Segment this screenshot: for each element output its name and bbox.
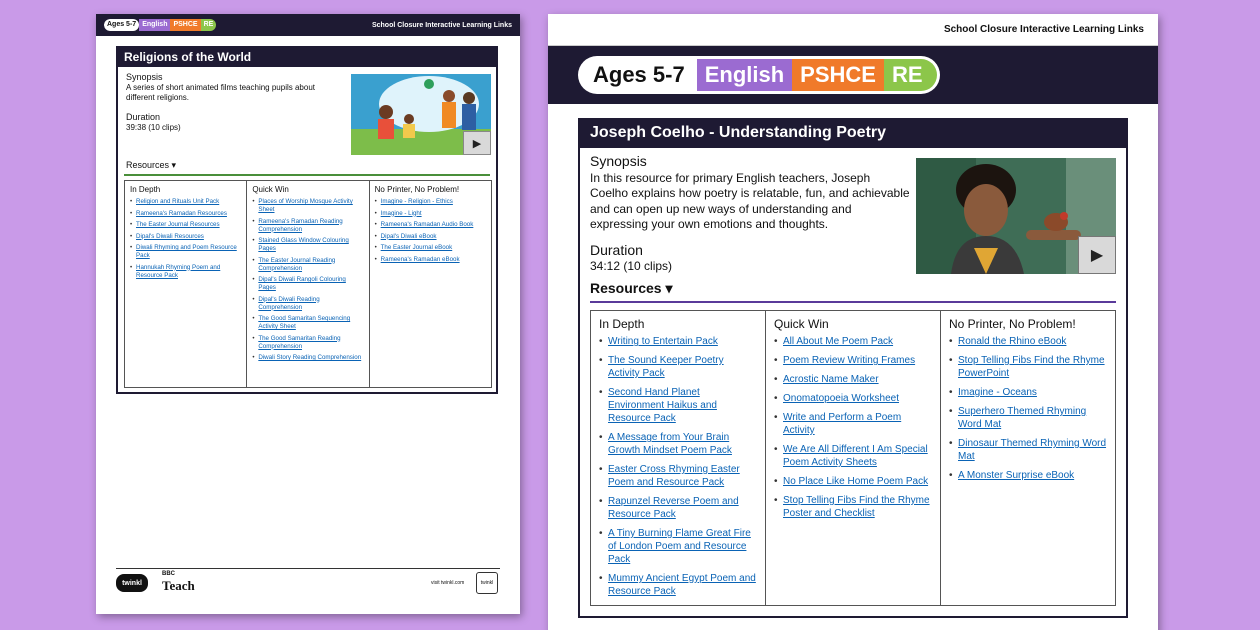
resource-link[interactable]: • Acrostic Name Maker [774, 373, 932, 386]
resource-link[interactable]: • Dipal's Diwali eBook [375, 233, 486, 241]
subject-badges [578, 56, 940, 94]
resource-link[interactable]: • No Place Like Home Poem Pack [774, 475, 932, 488]
teach-logo: Teach [162, 578, 195, 593]
english-badge: English [697, 59, 792, 91]
resource-link[interactable]: • Easter Cross Rhyming Easter Poem and Resource Pack [599, 463, 757, 489]
resource-link[interactable]: • A Tiny Burning Flame Great Fire of London Poem and Resource Pack [599, 527, 757, 566]
page-header [548, 46, 1158, 104]
resource-link[interactable]: • Religion and Rituals Unit Pack [130, 198, 241, 206]
column-quick-win [766, 311, 941, 605]
synopsis-block [590, 154, 910, 275]
twinkl-badge-logo: twinkl [476, 572, 498, 594]
divider [590, 301, 1116, 303]
subject-badges [104, 19, 216, 31]
column-heading: No Printer, No Problem! [374, 185, 460, 194]
column-quick-win [247, 181, 369, 387]
pshce-badge: PSHCE [170, 19, 200, 31]
column-heading: Quick Win [774, 317, 829, 331]
english-badge: English [139, 19, 170, 31]
resource-link[interactable]: • We Are All Different I Am Special Poem Activity Sheets [774, 443, 932, 469]
column-heading: In Depth [599, 317, 645, 331]
resource-link[interactable]: • Dinosaur Themed Rhyming Word Mat [949, 437, 1107, 463]
resource-link[interactable]: • A Monster Surprise eBook [949, 469, 1107, 482]
resource-columns [124, 180, 492, 388]
resource-link[interactable]: • Second Hand Planet Environment Haikus and Resource Pack [599, 386, 757, 425]
resource-link[interactable]: • Dipal's Diwali Resources [130, 233, 241, 241]
resource-link[interactable]: • Poem Review Writing Frames [774, 354, 932, 367]
resource-link[interactable]: • The Good Samaritan Reading Comprehension [252, 335, 363, 351]
column-in-depth [591, 311, 766, 605]
resource-link[interactable]: • Hannukah Rhyming Poem and Resource Pack [130, 264, 241, 280]
top-bar [548, 14, 1158, 46]
resource-link[interactable]: • The Sound Keeper Poetry Activity Pack [599, 354, 757, 380]
re-badge: RE [884, 59, 937, 91]
resource-card [578, 118, 1128, 618]
header-title: School Closure Interactive Learning Links [371, 21, 512, 29]
resource-card [116, 46, 498, 394]
column-no-printer [370, 181, 491, 387]
resource-columns [590, 310, 1116, 606]
resource-link[interactable]: • Imagine - Light [375, 210, 486, 218]
duration-heading: Duration [126, 112, 161, 122]
resource-link[interactable]: • Diwali Rhyming and Poem Resource Pack [130, 244, 241, 260]
resource-link[interactable]: • All About Me Poem Pack [774, 335, 932, 348]
re-badge: RE [201, 19, 217, 31]
synopsis-block [126, 72, 336, 133]
page-header [96, 14, 520, 36]
bbc-logo: BBC [162, 571, 175, 577]
column-heading: In Depth [130, 185, 161, 194]
divider [124, 174, 490, 176]
resource-link[interactable]: • Diwali Story Reading Comprehension [252, 354, 363, 362]
duration-heading: Duration [590, 241, 643, 258]
resource-link[interactable]: • The Good Samaritan Sequencing Activity Sheet [252, 315, 363, 331]
resource-link[interactable]: • Mummy Ancient Egypt Poem and Resource Pack [599, 572, 757, 598]
resource-link[interactable]: • Places of Worship Mosque Activity Sheet [252, 198, 363, 214]
resource-link[interactable]: • Imagine - Oceans [949, 386, 1107, 399]
resource-link[interactable]: • Writing to Entertain Pack [599, 335, 757, 348]
column-no-printer [941, 311, 1115, 605]
twinkl-logo: twinkl [116, 574, 148, 592]
worksheet-page-poetry [548, 14, 1158, 630]
resource-link[interactable]: • A Message from Your Brain Growth Mindset Poem Pack [599, 431, 757, 457]
resources-toggle[interactable]: Resources ▾ [126, 160, 177, 170]
resource-link[interactable]: • Rameena's Ramadan Audio Book [375, 221, 486, 229]
video-thumbnail[interactable] [916, 158, 1116, 274]
resource-link[interactable]: • Imagine - Religion - Ethics [375, 198, 486, 206]
footer-divider [116, 568, 500, 569]
resource-link[interactable]: • Onomatopoeia Worksheet [774, 392, 932, 405]
card-title: Joseph Coelho - Understanding Poetry [580, 120, 1126, 148]
resource-link[interactable]: • Stop Telling Fibs Find the Rhyme PowerPoint [949, 354, 1107, 380]
resource-link[interactable]: • The Easter Journal Resources [130, 221, 241, 229]
resource-link[interactable]: • Dipal's Diwali Rangoli Colouring Pages [252, 276, 363, 292]
synopsis-text: In this resource for primary English teachers, Joseph Coelho explains how poetry is relatable, fun, and achievable and can open up new ways of understanding and expressing your own emotions and thoughts. [590, 170, 910, 231]
resources-toggle[interactable]: Resources ▾ [590, 280, 673, 296]
resource-link[interactable]: • Rameena's Ramadan Reading Comprehension [252, 218, 363, 234]
resource-link[interactable]: • Ronald the Rhino eBook [949, 335, 1107, 348]
synopsis-text: A series of short animated films teaching pupils about different religions. [126, 83, 315, 102]
play-button[interactable]: ▶ [463, 131, 491, 155]
column-in-depth [125, 181, 247, 387]
resource-link[interactable]: • Rameena's Ramadan eBook [375, 256, 486, 264]
card-title: Religions of the World [118, 48, 496, 67]
resource-link[interactable]: • Write and Perform a Poem Activity [774, 411, 932, 437]
pshce-badge: PSHCE [792, 59, 884, 91]
age-badge: Ages 5-7 [593, 62, 685, 87]
video-thumbnail[interactable] [351, 74, 491, 155]
resource-link[interactable]: • Rameena's Ramadan Resources [130, 210, 241, 218]
synopsis-heading: Synopsis [126, 72, 163, 82]
age-badge: Ages 5-7 [104, 19, 139, 31]
duration-value: 34:12 (10 clips) [590, 259, 673, 273]
resource-link[interactable]: • The Easter Journal Reading Comprehension [252, 257, 363, 273]
resource-link[interactable]: • Rapunzel Reverse Poem and Resource Pack [599, 495, 757, 521]
resource-link[interactable]: • Stained Glass Window Colouring Pages [252, 237, 363, 253]
synopsis-heading: Synopsis [590, 153, 647, 169]
resource-link[interactable]: • Superhero Themed Rhyming Word Mat [949, 405, 1107, 431]
column-heading: No Printer, No Problem! [949, 317, 1076, 331]
column-heading: Quick Win [252, 185, 289, 194]
resource-link[interactable]: • Dipal's Diwali Reading Comprehension [252, 296, 363, 312]
play-button[interactable]: ▶ [1078, 236, 1116, 274]
worksheet-page-religions [96, 14, 520, 614]
duration-value: 39:38 (10 clips) [126, 123, 181, 132]
header-title: School Closure Interactive Learning Links [943, 24, 1144, 35]
resource-link[interactable]: • Stop Telling Fibs Find the Rhyme Poster and Checklist [774, 494, 932, 520]
resource-link[interactable]: • The Easter Journal eBook [375, 244, 486, 252]
visit-text: visit twinkl.com [431, 580, 465, 586]
